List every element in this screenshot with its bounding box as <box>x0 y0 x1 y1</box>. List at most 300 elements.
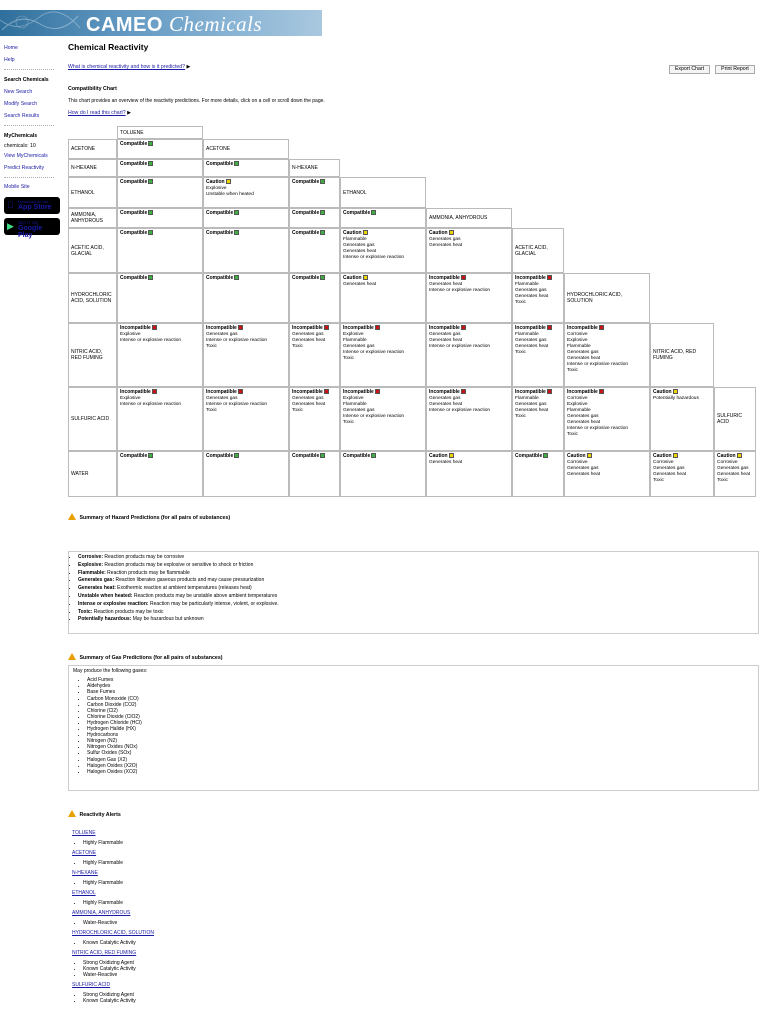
compatible-indicator-icon <box>543 453 548 458</box>
reactivity-detail: Generates gas <box>515 338 547 343</box>
reactivity-status: Caution <box>343 275 362 281</box>
reactivity-detail: Generates heat <box>567 420 601 425</box>
reactivity-detail: Explosive <box>120 332 141 337</box>
diagonal-header-label: SULFURIC ACID <box>717 413 743 425</box>
row-header-label: HYDROCHLORIC ACID, SOLUTION <box>71 292 112 304</box>
reactivity-cell[interactable] <box>564 323 650 387</box>
reactivity-detail: Unstable when heated <box>206 192 254 197</box>
reactivity-detail: Toxic <box>343 356 354 361</box>
incompatible-indicator-icon <box>547 325 552 330</box>
reactivity-cell[interactable] <box>289 387 340 451</box>
reactivity-detail: Toxic <box>653 478 664 483</box>
diagonal-header <box>714 387 756 451</box>
reactivity-detail: Generates gas <box>206 332 238 337</box>
hazard-description: Reaction products may be flammable <box>105 569 190 576</box>
play-arrow-icon: ▶ <box>186 64 191 70</box>
compatible-indicator-icon <box>371 453 376 458</box>
reactivity-cell[interactable] <box>650 387 714 451</box>
app-store-badge[interactable] <box>4 197 60 214</box>
diagonal-header <box>512 228 564 273</box>
compatible-indicator-icon <box>234 453 239 458</box>
reactivity-status: Caution <box>567 453 586 459</box>
reactivity-status: Incompatible <box>206 325 237 331</box>
reactivity-cell[interactable] <box>289 273 340 323</box>
alert-chemical-link[interactable]: SULFURIC ACID <box>72 982 111 988</box>
reactivity-cell[interactable] <box>289 177 340 208</box>
compatibility-chart-heading: Compatibility Chart <box>68 86 117 92</box>
app-store-big-text: App Store <box>18 204 52 211</box>
reactivity-cell[interactable] <box>117 177 203 208</box>
reactivity-cell[interactable] <box>426 273 512 323</box>
reactivity-alerts-list <box>72 826 154 1004</box>
gas-summary-box <box>68 665 759 791</box>
reactivity-cell[interactable] <box>512 273 564 323</box>
reactivity-detail: Generates heat <box>292 402 326 407</box>
reactivity-cell[interactable] <box>117 228 203 273</box>
reactivity-status: Compatible <box>292 453 320 459</box>
reactivity-cell[interactable] <box>340 228 426 273</box>
reactivity-cell[interactable] <box>340 273 426 323</box>
gas-item: • Halogen Gas (X2) <box>87 757 754 763</box>
cameo-banner[interactable] <box>0 10 322 36</box>
caution-indicator-icon <box>449 230 454 235</box>
reactivity-status: Caution <box>429 230 448 236</box>
reactivity-detail: Toxic <box>567 432 578 437</box>
reactivity-cell[interactable] <box>512 451 564 497</box>
compatible-indicator-icon <box>148 230 153 235</box>
warning-icon <box>68 653 76 660</box>
row-header <box>68 387 117 451</box>
reactivity-cell[interactable] <box>203 451 289 497</box>
reactivity-detail: Generates heat <box>653 472 687 477</box>
reactivity-cell[interactable] <box>117 159 203 177</box>
hazard-term: Generates heat: <box>78 585 116 592</box>
cameo-logo <box>86 12 262 36</box>
sidebar-link-help[interactable]: Help <box>4 57 15 63</box>
reactivity-cell[interactable] <box>117 208 203 228</box>
alert-list <box>72 940 154 946</box>
reactivity-status: Compatible <box>292 210 320 216</box>
incompatible-indicator-icon <box>547 275 552 280</box>
reactivity-detail: Intense or explosive reaction <box>429 408 491 413</box>
reactivity-status: Incompatible <box>429 275 460 281</box>
banner-swirl-graphic <box>0 10 80 36</box>
alert-item: • Strong Oxidizing Agent <box>83 960 154 966</box>
alert-item: • Highly Flammable <box>83 840 154 846</box>
alert-chemical-link[interactable]: NITRIC ACID, RED FUMING <box>72 950 137 956</box>
alert-list <box>72 992 154 1004</box>
play-arrow-icon: ▶ <box>127 110 131 116</box>
reactivity-detail: Corrosive <box>717 460 738 465</box>
compatible-indicator-icon <box>234 161 239 166</box>
alert-list <box>72 960 154 978</box>
reactivity-status: Incompatible <box>120 325 151 331</box>
gas-summary-title-row <box>68 653 223 661</box>
gas-summary-title: Summary of Gas Predictions (for all pairs of substances) <box>79 655 223 661</box>
reactivity-cell[interactable] <box>340 387 426 451</box>
reactivity-cell[interactable] <box>289 208 340 228</box>
sidebar-link-home[interactable]: Home <box>4 45 18 51</box>
reactivity-cell[interactable] <box>512 387 564 451</box>
reactivity-cell[interactable] <box>117 451 203 497</box>
reactivity-detail: Intense or explosive reaction <box>567 426 629 431</box>
compatible-indicator-icon <box>320 230 325 235</box>
reactivity-status: Compatible <box>120 161 148 167</box>
caution-indicator-icon <box>737 453 742 458</box>
reactivity-status: Incompatible <box>343 325 374 331</box>
incompatible-indicator-icon <box>238 389 243 394</box>
reactivity-cell[interactable] <box>117 139 203 159</box>
reactivity-detail: Generates heat <box>567 356 601 361</box>
diagonal-header <box>340 177 426 208</box>
reactivity-detail: Generates heat <box>292 338 326 343</box>
what-is-reactivity-row <box>68 64 190 70</box>
row-header-label: NITRIC ACID, RED FUMING <box>71 349 103 361</box>
row-header <box>68 228 117 273</box>
incompatible-indicator-icon <box>152 389 157 394</box>
row-header <box>68 273 117 323</box>
gas-item: • Chlorine (Cl2) <box>87 708 754 714</box>
reactivity-status: Compatible <box>206 275 234 281</box>
alert-chemical-link[interactable]: AMMONIA, ANHYDROUS <box>72 910 131 916</box>
caution-indicator-icon <box>449 453 454 458</box>
warning-icon <box>68 513 76 520</box>
gas-item: • Hydrogen Halide (HX) <box>87 726 754 732</box>
incompatible-indicator-icon <box>324 325 329 330</box>
row-header-label: SULFURIC ACID <box>71 416 110 422</box>
compatible-indicator-icon <box>148 179 153 184</box>
row-header <box>68 323 117 387</box>
alert-chemical-link[interactable]: N-HEXANE <box>72 870 98 876</box>
diagonal-header <box>203 139 289 159</box>
reactivity-detail: Generates gas <box>717 466 749 471</box>
reactivity-detail: Generates heat <box>429 282 463 287</box>
alert-chemical-link[interactable]: ETHANOL <box>72 890 96 896</box>
reactivity-cell[interactable] <box>203 159 289 177</box>
reactivity-status: Incompatible <box>429 389 460 395</box>
logo-brand: CAMEO <box>86 14 163 36</box>
hazard-item <box>78 601 754 609</box>
caution-indicator-icon <box>587 453 592 458</box>
compatible-indicator-icon <box>148 453 153 458</box>
reactivity-detail: Explosive <box>206 186 227 191</box>
compatible-indicator-icon <box>148 141 153 146</box>
reactivity-detail: Toxic <box>515 350 526 355</box>
reactivity-cell[interactable] <box>203 323 289 387</box>
gas-intro-text: May produce the following gases: <box>73 668 148 674</box>
reactivity-detail: Generates heat <box>343 249 377 254</box>
google-play-badge[interactable] <box>4 218 60 239</box>
reactivity-detail: Intense or explosive reaction <box>343 350 405 355</box>
reactivity-cell[interactable] <box>203 228 289 273</box>
reactivity-status: Compatible <box>120 453 148 459</box>
reactivity-status: Compatible <box>343 210 371 216</box>
reactivity-detail: Intense or explosive reaction <box>206 338 268 343</box>
reactivity-detail: Intense or explosive reaction <box>429 344 491 349</box>
reactivity-cell[interactable] <box>117 323 203 387</box>
diagonal-header <box>650 323 714 387</box>
reactivity-cell[interactable] <box>426 228 512 273</box>
reactivity-status: Incompatible <box>206 389 237 395</box>
sidebar-link-search-results[interactable]: Search Results <box>4 113 40 119</box>
reactivity-cell[interactable] <box>203 208 289 228</box>
incompatible-indicator-icon <box>547 389 552 394</box>
reactivity-detail: Explosive <box>343 332 364 337</box>
reactivity-detail: Generates gas <box>429 332 461 337</box>
hazard-item <box>78 554 754 562</box>
hazard-summary-title-row <box>68 513 230 521</box>
reactivity-status: Caution <box>653 389 672 395</box>
reactivity-status: Compatible <box>292 179 320 185</box>
hazard-item <box>78 585 754 593</box>
reactivity-detail: Explosive <box>343 396 364 401</box>
reactivity-cell[interactable] <box>203 273 289 323</box>
sidebar-link-predict-reactivity[interactable]: Predict Reactivity <box>4 165 45 171</box>
warning-icon <box>68 810 76 817</box>
diagonal-header-label: ACETIC ACID, GLACIAL <box>515 244 548 257</box>
reactivity-detail: Toxic <box>515 300 526 305</box>
gas-item: • Carbon Dioxide (CO2) <box>87 702 754 708</box>
sidebar-link-view-mychemicals[interactable]: View MyChemicals <box>4 153 48 159</box>
reactivity-cell[interactable] <box>426 451 512 497</box>
incompatible-indicator-icon <box>238 325 243 330</box>
reactivity-status: Caution <box>717 453 736 459</box>
reactivity-detail: Generates gas <box>429 396 461 401</box>
reactivity-cell[interactable] <box>564 451 650 497</box>
alert-list <box>72 900 154 906</box>
reactivity-detail: Intense or explosive reaction <box>206 402 268 407</box>
compatible-indicator-icon <box>234 210 239 215</box>
reactivity-status: Incompatible <box>515 389 546 395</box>
hazard-term: Toxic: <box>78 608 93 615</box>
reactivity-detail: Generates gas <box>567 350 599 355</box>
reactivity-cell[interactable] <box>340 451 426 497</box>
reactivity-status: Compatible <box>206 230 234 236</box>
diagonal-header-label: HYDROCHLORIC ACID, SOLUTION <box>567 292 623 304</box>
caution-indicator-icon <box>363 275 368 280</box>
hazard-description: Reaction products may be explosive or sensitive to shock or friction <box>103 561 254 568</box>
reactivity-detail: Intense or explosive reaction <box>429 288 491 293</box>
sidebar-link-modify-search[interactable]: Modify Search <box>4 101 38 107</box>
hazard-summary-title: Summary of Hazard Predictions (for all pairs of substances) <box>79 515 231 521</box>
reactivity-detail: Flammable <box>567 344 591 349</box>
row-header-label: WATER <box>71 471 89 477</box>
reactivity-status: Compatible <box>515 453 543 459</box>
reactivity-detail: Generates gas <box>206 396 238 401</box>
how-to-read-link[interactable]: How do I read this chart? <box>68 110 126 116</box>
hazard-term: Corrosive: <box>78 554 104 560</box>
row-header <box>68 177 117 208</box>
reactivity-detail: Toxic <box>515 414 526 419</box>
reactivity-detail: Corrosive <box>567 332 588 337</box>
gas-item: • Hydrogen Chloride (HCl) <box>87 720 754 726</box>
alert-item: • Water-Reactive <box>83 972 154 978</box>
compatible-indicator-icon <box>148 275 153 280</box>
print-report-button[interactable]: Print Report <box>715 65 755 74</box>
reactivity-detail: Corrosive <box>653 460 674 465</box>
how-to-read-row <box>68 110 131 116</box>
hazard-item <box>78 577 754 585</box>
reactivity-detail: Explosive <box>567 338 588 343</box>
row-header-label: ACETIC ACID, GLACIAL <box>71 244 104 257</box>
hazard-term: Potentially hazardous: <box>78 616 132 623</box>
google-play-icon: ▶ <box>7 221 14 231</box>
reactivity-status: Incompatible <box>567 389 598 395</box>
reactivity-cell[interactable] <box>426 323 512 387</box>
sidebar-divider <box>4 69 54 70</box>
diagonal-header-label: N-HEXANE <box>292 165 318 171</box>
reactivity-status: Compatible <box>120 210 148 216</box>
reactivity-cell[interactable] <box>340 208 426 228</box>
reactivity-status: Incompatible <box>515 325 546 331</box>
hazard-description: Reaction products may be unstable above ambient temperatures <box>132 592 278 599</box>
alert-chemical-link[interactable]: ACETONE <box>72 850 97 856</box>
logo-brand-script: Chemicals <box>169 12 263 36</box>
reactivity-detail: Generates gas <box>653 466 685 471</box>
incompatible-indicator-icon <box>461 275 466 280</box>
reactivity-cell[interactable] <box>289 323 340 387</box>
reactivity-cell[interactable] <box>426 387 512 451</box>
row-header <box>68 139 117 159</box>
hazard-item <box>78 616 754 624</box>
reactivity-status: Incompatible <box>292 389 323 395</box>
reactivity-cell[interactable] <box>650 451 714 497</box>
row-header <box>68 159 117 177</box>
what-is-reactivity-link[interactable]: What is chemical reactivity and how is it predicted? <box>68 64 186 70</box>
reactivity-detail: Explosive <box>567 402 588 407</box>
row-header <box>68 208 117 228</box>
alert-item: • Highly Flammable <box>83 880 154 886</box>
hazard-list <box>73 554 754 624</box>
reactivity-detail: Flammable <box>515 332 539 337</box>
reactivity-cell[interactable] <box>512 323 564 387</box>
incompatible-indicator-icon <box>375 389 380 394</box>
reactivity-detail: Toxic <box>292 408 303 413</box>
alert-item: • Known Catalytic Activity <box>83 940 154 946</box>
reactivity-detail: Generates heat <box>343 282 377 287</box>
reactivity-cell[interactable] <box>203 177 289 208</box>
hazard-item <box>78 562 754 570</box>
reactivity-detail: Generates gas <box>515 402 547 407</box>
reactivity-alerts-title-row <box>68 810 121 818</box>
chart-intro-text: This chart provides an overview of the reactivity predictions. For more details, click on a cell or scroll down the page. <box>68 98 325 104</box>
gas-item: • Nitrogen Oxides (NOx) <box>87 744 754 750</box>
reactivity-status: Incompatible <box>343 389 374 395</box>
hazard-term: Unstable when heated: <box>78 592 133 599</box>
sidebar-link-new-search[interactable]: New Search <box>4 89 33 95</box>
app-store-small-text: Download on the <box>18 199 49 204</box>
hazard-item <box>78 593 754 601</box>
reactivity-detail: Corrosive <box>567 396 588 401</box>
alert-item: • Water-Reactive <box>83 920 154 926</box>
reactivity-cell[interactable] <box>117 273 203 323</box>
reactivity-detail: Generates gas <box>292 332 324 337</box>
alert-item: • Strong Oxidizing Agent <box>83 992 154 998</box>
hazard-item <box>78 609 754 617</box>
diagonal-header-label: AMMONIA, ANHYDROUS <box>429 215 488 221</box>
reactivity-cell[interactable] <box>564 387 650 451</box>
gas-item: • Hydrocarbons <box>87 732 754 738</box>
sidebar-link-mobile-site[interactable]: Mobile Site <box>4 184 30 190</box>
reactivity-status: Incompatible <box>515 275 546 281</box>
hazard-description: Reaction may be particularly intense, violent, or explosive. <box>148 600 279 607</box>
alert-chemical-link[interactable]: TOLUENE <box>72 830 96 836</box>
reactivity-detail: Toxic <box>717 478 728 483</box>
gas-item: • Halogen Oxides (X2O) <box>87 763 754 769</box>
reactivity-cell[interactable] <box>289 451 340 497</box>
caution-indicator-icon <box>673 389 678 394</box>
incompatible-indicator-icon <box>461 389 466 394</box>
reactivity-status: Compatible <box>120 275 148 281</box>
reactivity-detail: Flammable <box>343 402 367 407</box>
incompatible-indicator-icon <box>375 325 380 330</box>
gas-item: • Aldehydes <box>87 683 754 689</box>
compatible-indicator-icon <box>320 179 325 184</box>
google-play-big-text: Google Play <box>18 225 43 239</box>
reactivity-detail: Generates heat <box>429 338 463 343</box>
reactivity-detail: Toxic <box>206 408 217 413</box>
alert-item: • Known Catalytic Activity <box>83 966 154 972</box>
reactivity-detail: Intense or explosive reaction <box>343 414 405 419</box>
reactivity-detail: Generates heat <box>717 472 751 477</box>
gas-item: • Halogen Oxides (XO2) <box>87 769 754 775</box>
alert-item: • Highly Flammable <box>83 900 154 906</box>
reactivity-cell[interactable] <box>203 387 289 451</box>
incompatible-indicator-icon <box>152 325 157 330</box>
compatible-indicator-icon <box>234 230 239 235</box>
alert-list <box>72 920 154 926</box>
compatible-indicator-icon <box>320 210 325 215</box>
row-header-label: ACETONE <box>71 146 96 152</box>
compatible-indicator-icon <box>148 210 153 215</box>
reactivity-detail: Generates gas <box>567 414 599 419</box>
reactivity-status: Incompatible <box>567 325 598 331</box>
reactivity-detail: Flammable <box>515 282 539 287</box>
gas-item: • Acid Fumes <box>87 677 754 683</box>
reactivity-status: Caution <box>653 453 672 459</box>
reactivity-cell[interactable] <box>117 387 203 451</box>
alert-chemical-link[interactable]: HYDROCHLORIC ACID, SOLUTION <box>72 930 154 936</box>
reactivity-cell[interactable] <box>289 228 340 273</box>
reactivity-cell[interactable] <box>714 451 756 497</box>
hazard-description: Exothermic reaction at ambient temperatures (releases heat) <box>115 585 252 592</box>
export-chart-button[interactable]: Export Chart <box>669 65 710 74</box>
sidebar-divider <box>4 125 54 126</box>
incompatible-indicator-icon <box>461 325 466 330</box>
reactivity-detail: Generates heat <box>429 243 463 248</box>
page-title: Chemical Reactivity <box>68 42 149 52</box>
compatible-indicator-icon <box>371 210 376 215</box>
compatible-indicator-icon <box>148 161 153 166</box>
sidebar-heading-search: Search Chemicals <box>4 77 49 83</box>
reactivity-status: Caution <box>343 230 362 236</box>
reactivity-detail: Generates gas <box>343 344 375 349</box>
reactivity-cell[interactable] <box>340 323 426 387</box>
reactivity-detail: Explosive <box>120 396 141 401</box>
alert-list <box>72 860 154 866</box>
hazard-description: Reaction products may be toxic <box>92 608 164 615</box>
diagonal-header-label: NITRIC ACID, RED FUMING <box>653 349 697 361</box>
incompatible-indicator-icon <box>599 325 604 330</box>
reactivity-detail: Generates heat <box>515 344 549 349</box>
reactivity-detail: Intense or explosive reaction <box>343 255 405 260</box>
hazard-term: Generates gas: <box>78 577 115 584</box>
reactivity-status: Caution <box>429 453 448 459</box>
row-header <box>68 451 117 497</box>
sidebar <box>4 42 62 239</box>
row-header-label: AMMONIA, ANHYDROUS <box>71 212 103 224</box>
incompatible-indicator-icon <box>599 389 604 394</box>
